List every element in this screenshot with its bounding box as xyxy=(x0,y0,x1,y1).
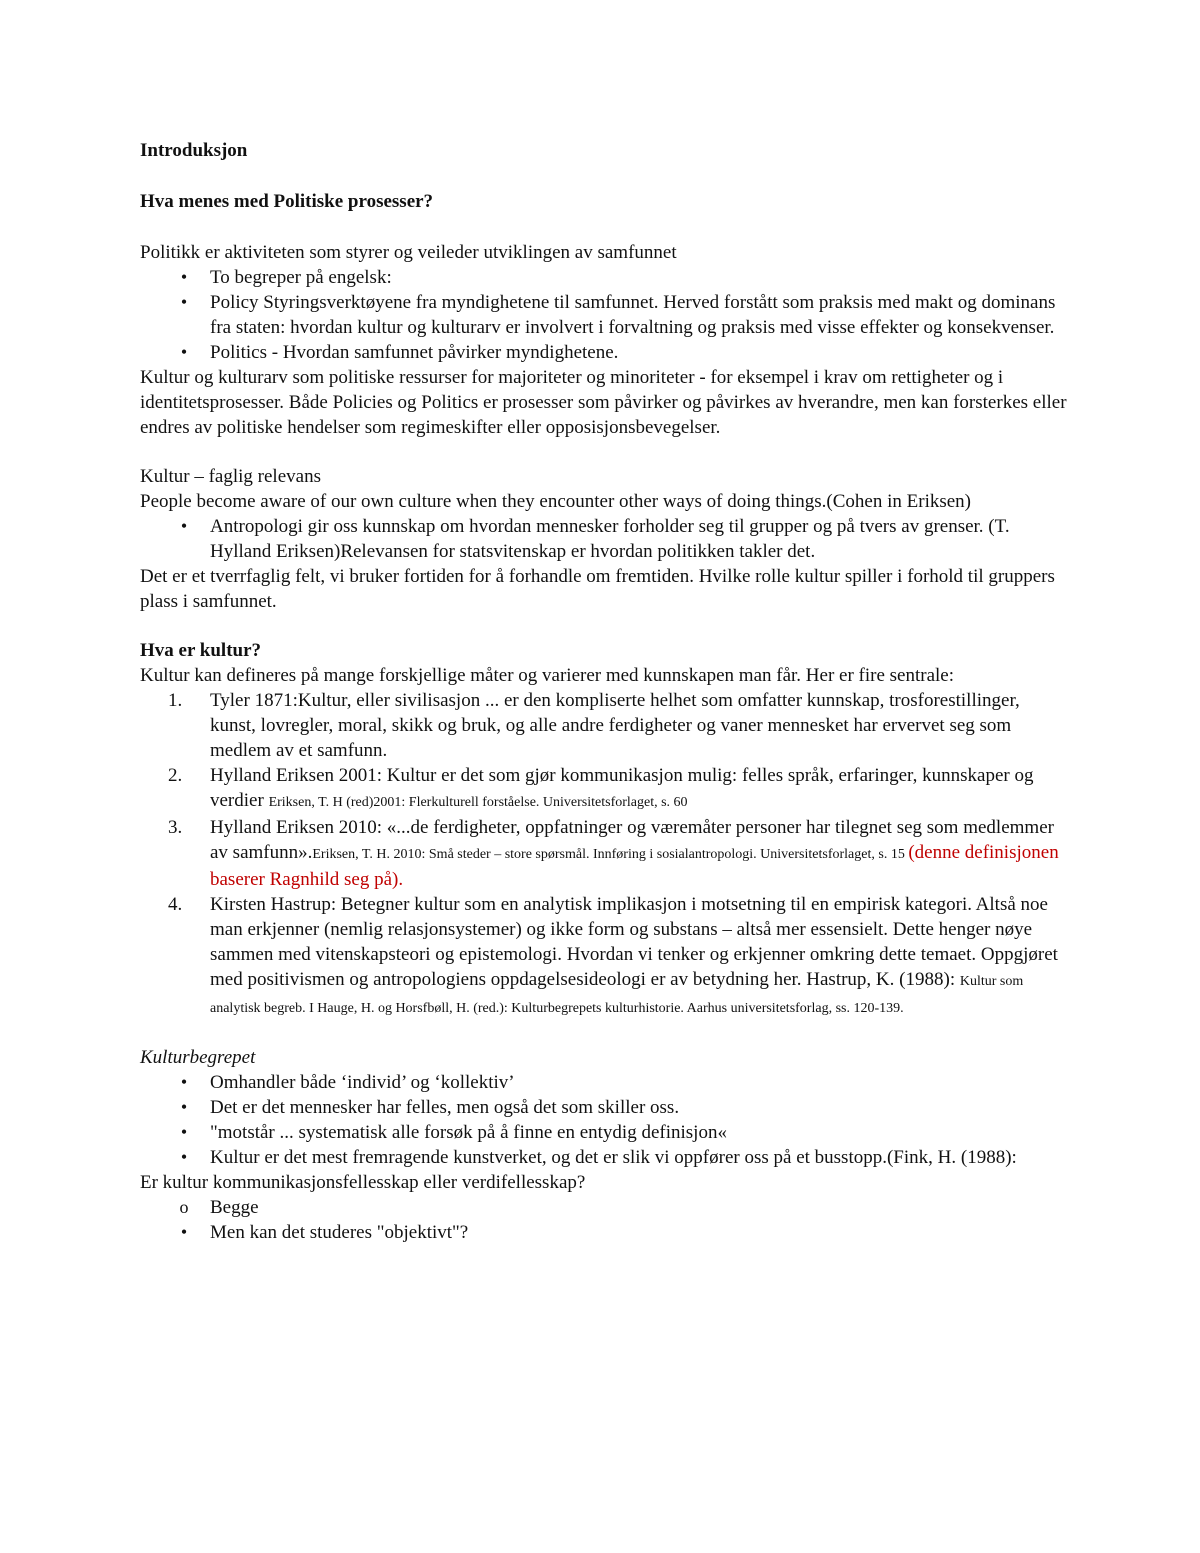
list-item-text: Men kan det studeres "objektivt"? xyxy=(210,1222,469,1243)
heading-what-is-culture: Hva er kultur? xyxy=(140,640,262,661)
definition-item xyxy=(140,763,1070,815)
definition-text: Hylland Eriksen 2010: «...de ferdigheter, oppfatninger og væremåter personer har tilegnet seg som medlemmer av samfunn». xyxy=(210,817,1054,863)
list-item xyxy=(140,1195,1070,1220)
bullet-icon: • xyxy=(180,1122,188,1142)
politics-paragraph: Kultur og kulturarv som politiske ressurser for majoriteter og minoriteter - for eksempel i krav om rettigheter og i identitetsprosesser. Både Policies og Politics er prosesser som påvirker og påvirkes av hverandre, men kan forsterkes eller endres av politiske hendelser som regimeskifter eller opposisjonsbevegelser. xyxy=(140,367,1067,438)
list-item xyxy=(140,1220,1070,1245)
bullet-icon: • xyxy=(180,292,188,312)
list-item-text: "motstår ... systematisk alle forsøk på å finne en entydig definisjon« xyxy=(210,1122,727,1143)
list-item-text: Begge xyxy=(210,1197,259,1218)
culture-relevance-title: Kultur – faglig relevans xyxy=(140,466,321,487)
list-item xyxy=(140,1095,1070,1120)
list-number: 2. xyxy=(168,765,183,786)
definition-text: Kirsten Hastrup: Betegner kultur som en analytisk implikasjon i motsetning til en empirisk kategori. Altså noe man erkjenner (nemlig relasjonsystemer) og ikke form og substans – altså mer essensielt. Dette henger nøye sammen med vitenskapsteori og epistemologi. Hvordan vi tenker og erkjenner omkring dette temaet. Oppgjøret med positivismen og antropologiens oppdagelsesideologi er av betydning her. Hastrup, K. (1988): xyxy=(210,894,1058,990)
kulturbegrepet-bullet-list xyxy=(140,1070,1070,1170)
list-item-text: Kultur er det mest fremragende kunstverket, og det er slik vi oppfører oss på et busstopp.(Fink, H. (1988): xyxy=(210,1147,1017,1168)
definition-reference: Kultur som analytisk begreb. I Hauge, H. og Horsfbøll, H. (red.): Kulturbegrepets kulturhistorie. Aarhus universitetsforlag, ss. 120-139. xyxy=(210,974,1024,1016)
bullet-icon: • xyxy=(180,1072,188,1092)
definition-note: (denne definisjonen baserer Ragnhild seg på). xyxy=(210,842,1059,890)
list-item xyxy=(140,265,1070,290)
question-answer-list xyxy=(140,1195,1070,1245)
definitions-list xyxy=(140,688,1070,1021)
list-item-text: Policy Styringsverktøyene fra myndighetene til samfunnet. Herved forstått som praksis med makt og dominans fra staten: hvordan kultur og kulturarv er involvert i forvaltning og praksis med visse effekter og konsekvenser. xyxy=(210,292,1056,338)
list-number: 1. xyxy=(168,690,183,711)
culture-question: Er kultur kommunikasjonsfellesskap eller verdifellesskap? xyxy=(140,1172,586,1193)
heading-introduksjon: Introduksjon xyxy=(140,140,248,161)
list-item xyxy=(140,514,1070,564)
culture-relevance-paragraph: Det er et tverrfaglig felt, vi bruker fortiden for å forhandle om fremtiden. Hvilke rolle kultur spiller i forhold til gruppers plass i samfunnet. xyxy=(140,566,1055,612)
politics-intro: Politikk er aktiviteten som styrer og veileder utviklingen av samfunnet xyxy=(140,242,677,263)
culture-relevance-bullet-list xyxy=(140,514,1070,564)
definition-reference: Eriksen, T. H. 2010: Små steder – store spørsmål. Innføring i sosialantropologi. Universitetsforlaget, s. 15 xyxy=(312,847,909,862)
definition-item xyxy=(140,815,1070,892)
kulturbegrepet-title: Kulturbegrepet xyxy=(140,1047,256,1068)
definition-item xyxy=(140,688,1070,763)
list-item xyxy=(140,1145,1070,1170)
list-item-text: Det er det mennesker har felles, men også det som skiller oss. xyxy=(210,1097,680,1118)
bullet-icon: • xyxy=(180,267,188,287)
list-item-text: Omhandler både ‘individ’ og ‘kollektiv’ xyxy=(210,1072,515,1093)
culture-relevance-quote: People become aware of our own culture when they encounter other ways of doing things.(Cohen in Eriksen) xyxy=(140,491,972,512)
list-item xyxy=(140,290,1070,340)
definition-text: Tyler 1871:Kultur, eller sivilisasjon ... er den kompliserte helhet som omfatter kunnskap, trosforestillinger, kunst, lovregler, moral, skikk og bruk, og alle andre ferdigheter og vaner mennesket har ervervet seg som medlem av et samfunn. xyxy=(210,690,1020,761)
list-item-text: Antropologi gir oss kunnskap om hvordan mennesker forholder seg til grupper og på tvers av grenser. (T. Hylland Eriksen)Relevansen for statsvitenskap er hvordan politikken takler det. xyxy=(210,516,1010,562)
bullet-icon: • xyxy=(180,1147,188,1167)
definition-text: Hylland Eriksen 2001: Kultur er det som gjør kommunikasjon mulig: felles språk, erfaringer, kunnskaper og verdier xyxy=(210,765,1034,811)
list-item-text: Politics - Hvordan samfunnet påvirker myndighetene. xyxy=(210,342,619,363)
list-item xyxy=(140,1070,1070,1095)
list-item xyxy=(140,340,1070,365)
definition-item xyxy=(140,892,1070,1021)
politics-bullet-list xyxy=(140,265,1070,365)
heading-political-processes: Hva menes med Politiske prosesser? xyxy=(140,191,434,212)
list-item-text: To begreper på engelsk: xyxy=(210,267,392,288)
bullet-icon: • xyxy=(180,1097,188,1117)
bullet-icon: • xyxy=(180,342,188,362)
list-item xyxy=(140,1120,1070,1145)
bullet-icon: • xyxy=(180,1222,188,1242)
culture-intro: Kultur kan defineres på mange forskjellige måter og varierer med kunnskapen man får. Her er fire sentrale: xyxy=(140,665,955,686)
list-number: 3. xyxy=(168,817,183,838)
bullet-icon: • xyxy=(180,516,188,536)
definition-reference: Eriksen, T. H (red)2001: Flerkulturell forståelse. Universitetsforlaget, s. 60 xyxy=(268,795,688,810)
list-number: 4. xyxy=(168,894,183,915)
hollow-bullet-icon: o xyxy=(179,1197,189,1217)
